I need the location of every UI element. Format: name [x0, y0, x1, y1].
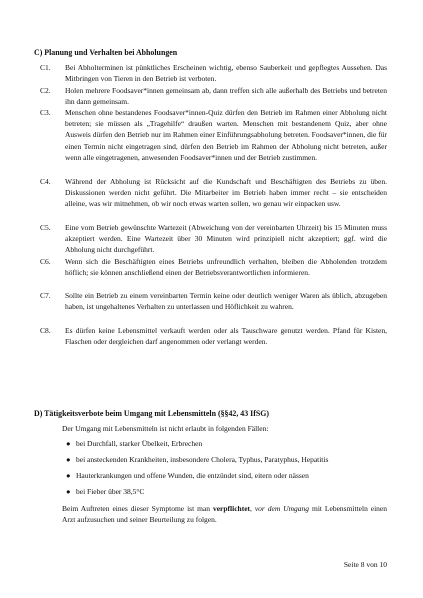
rule-c2	[40, 85, 387, 107]
rule-text: Bei Abholterminen ist pünktliches Erscheinen wichtig, ebenso Sauberkeit und gepflegtes Aussehen. Das Mitbringen von Tieren in den Betrieb ist verboten.	[65, 63, 387, 84]
bullet-icon: ●	[66, 487, 71, 496]
rule-number: C3.	[40, 108, 51, 117]
list-item-text: bei ansteckenden Krankheiten, insbesondere Cholera, Typhus, Paratyphus, Hepatitis	[76, 455, 329, 464]
rule-text: Eine vom Betrieb gewünschte Wartezeit (Abweichung von der vereinbarten Uhrzeit) bis 15 Minuten muss akzeptiert werden. Eine Wartezeit über 30 Minuten wird prinzipiell nicht akzeptiert; ggf. wird die Abholung nicht durchgeführt.	[65, 223, 387, 255]
closing-bold: verpflichtet	[212, 504, 251, 513]
closing-separator: ,	[250, 504, 255, 513]
closing-italic: vor dem Umgang	[254, 504, 310, 513]
rule-number: C1.	[40, 63, 51, 72]
rule-text: Sollte ein Betrieb zu einem vereinbarten Termin keine oder deutlich weniger Waren als üblich, abzugeben haben, ist ungehaltenes Verhalten zu unterlassen und Höflichkeit zu wahren.	[65, 291, 387, 312]
list-item-text: Hauterkrankungen und offene Wunden, die entzündet sind, eitern oder nässen	[76, 471, 309, 480]
rule-text: Während der Abholung ist Rücksicht auf die Kundschaft und Beschäftigten des Betriebs zu üben. Diskussionen werden nicht geführt. Die Mitarbeiter im Betrieb haben immer recht – sie entscheiden alleine, was wir mitnehmen, ob wir noch etwas warten sollen, wo genau wir einpacken usw.	[65, 177, 387, 209]
rule-number: C6.	[40, 257, 51, 266]
rule-number: C7.	[40, 291, 51, 300]
rule-text: Holen mehrere Foodsaver*innen gemeinsam ab, dann treffen sich alle außerhalb des Betriebs und betreten ihn dann gemeinsam.	[65, 86, 387, 107]
bullet-icon: ●	[66, 471, 71, 480]
bullet-icon: ●	[66, 439, 71, 448]
rule-c6	[40, 256, 387, 278]
list-item-text: bei Fieber über 38,5°C	[76, 487, 145, 496]
rule-c7	[40, 290, 387, 312]
rule-c8	[40, 325, 387, 347]
section-d-heading: D) Tätigkeitsverbote beim Umgang mit Lebensmitteln (§§42, 43 IfSG)	[34, 409, 270, 418]
rule-c4	[40, 176, 387, 210]
page-number: Seite 8 von 10	[343, 560, 387, 569]
rule-c3	[40, 107, 387, 163]
rule-text: Es dürfen keine Lebensmittel verkauft werden oder als Tauschware genutzt werden. Pfand für Kisten, Flaschen oder dergleichen darf angenommen oder verlangt werden.	[65, 326, 387, 347]
bullet-icon: ●	[66, 455, 71, 464]
rule-number: C5.	[40, 223, 51, 232]
list-item-text: bei Durchfall, starker Übelkeit, Erbrechen	[76, 439, 203, 448]
rule-text: Wenn sich die Beschäftigten eines Betriebs unfreundlich verhalten, bleiben die Abholenden trotzdem höflich; sie können anschließend einen der Betriebsverantwortlichen informieren.	[65, 257, 387, 278]
closing-suffix: mit Lebensmitteln einen Arzt aufzusuchen und seiner Beurteilung zu folgen.	[62, 504, 388, 525]
rule-number: C8.	[40, 326, 51, 335]
rule-c1	[40, 62, 387, 84]
section-d-intro: Der Umgang mit Lebensmitteln ist nicht erlaubt in folgenden Fällen:	[62, 424, 269, 433]
rule-number: C4.	[40, 177, 51, 186]
rule-text: Menschen ohne bestandenes Foodsaver*innen-Quiz dürfen den Betrieb im Rahmen einer Abholung nicht betreten; sie müssen als „Tragehilfe“ draußen warten. Menschen mit bestandenem Quiz, aber ohne Ausweis dürfen den Betrieb nur im Rahmen einer Einführungsabholung betreten. Foodsaver*innen, die für einen Termin nicht eingetragen sind, dürfen den Betrieb im Rahmen der Abholung nicht betreten, außer wenn alle eingetragenen, anwesenden Foodsaver*innen und der Betrieb zustimmen.	[65, 108, 387, 162]
rule-number: C2.	[40, 86, 51, 95]
rule-c5	[40, 222, 387, 256]
section-d-closing	[62, 503, 387, 525]
closing-prefix: Beim Auftreten eines dieser Symptome ist man	[62, 504, 213, 513]
section-c-heading: C) Planung und Verhalten bei Abholungen	[34, 48, 178, 57]
